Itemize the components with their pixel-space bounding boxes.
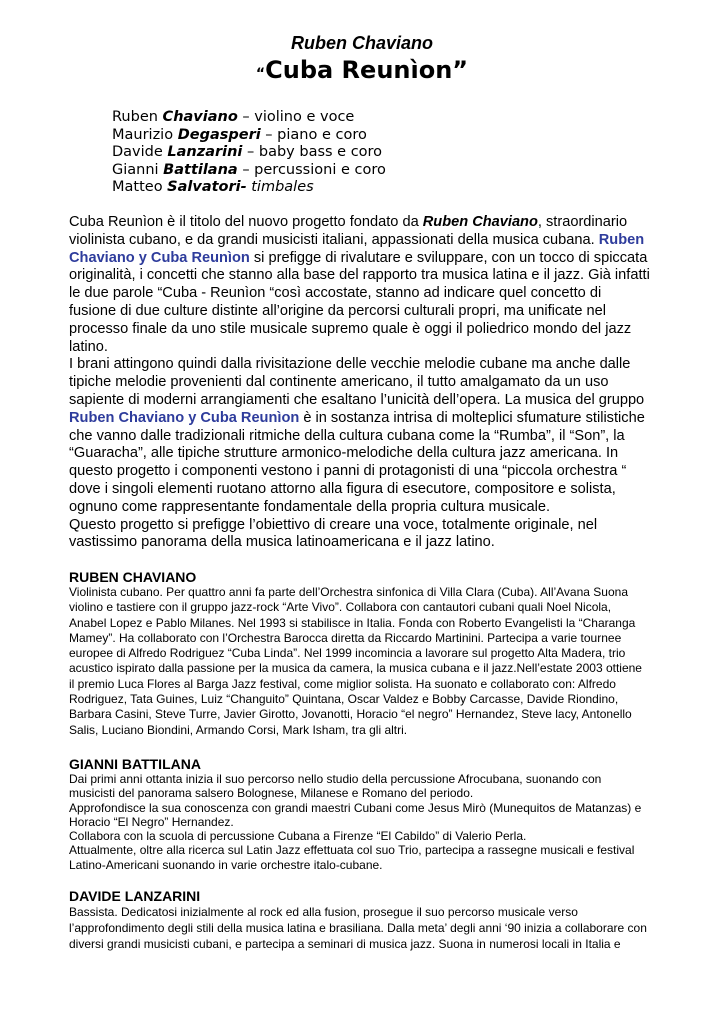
bio-line: Bassista. Dedicatosi inizialmente al rock ed alla fusion, prosegue il suo percorso musicale verso: [69, 905, 578, 919]
bio-heading: GIANNI BATTILANA: [69, 756, 201, 772]
text-segment: “Guaracha”, alle tipiche strutture armonico-melodiche della cultura jazz americana. In: [69, 445, 619, 462]
text-segment: sapiente di moderni arrangiamenti che esaltano l’unicità dell’opera. La musica del gruppo: [69, 391, 645, 408]
bio-gianni-battilana: [69, 756, 669, 872]
text-segment: Lanzarini: [167, 144, 243, 161]
bio-line: Approfondisce la sua conoscenza con grandi maestri Cubani come Jesus Mirò (Munequitos de Matanzas) e: [69, 800, 642, 815]
text-segment: latino.: [69, 338, 108, 355]
text-segment: Degasperi: [177, 126, 261, 143]
text-segment: – baby bass e coro: [242, 144, 383, 161]
intro-paragraph: [69, 214, 659, 552]
band-name-highlight: Chaviano y Cuba Reunìon: [69, 249, 250, 266]
document-title: Ruben Chaviano: [290, 33, 433, 53]
band-name-highlight: Ruben Chaviano y Cuba Reunìon: [69, 409, 300, 426]
bio-line: il premio Luca Flores al Barga Jazz festival, come miglior solista. Ha suonato e collaborato con: Alfredo: [69, 676, 616, 691]
text-segment: timbales: [251, 179, 314, 196]
text-line: [69, 356, 659, 374]
text-segment: Ruben Chaviano: [422, 214, 538, 230]
text-segment: Matteo: [112, 179, 168, 196]
bio-line: diversi grandi musicisti cubani, e partecipa a seminari di musica jazz. Suona in numerosi locali in Italia e: [69, 937, 621, 951]
bio-heading: RUBEN CHAVIANO: [69, 569, 197, 585]
text-line: [69, 267, 659, 285]
text-segment: Salvatori-: [167, 179, 247, 196]
text-line: [69, 339, 659, 357]
text-line: [69, 445, 659, 463]
bio-davide-lanzarini: [69, 888, 669, 952]
text-segment: Maurizio: [112, 126, 178, 143]
bio-line: Rodriguez, Tata Guines, Luiz “Changuito” Quintana, Oscar Valdez e Bobby Carcasse, Davide Riondino,: [69, 692, 619, 707]
text-line: [69, 232, 659, 250]
text-line: [69, 517, 659, 535]
text-segment: Cuba Reunìon è il titolo del nuovo progetto fondato da: [69, 214, 423, 230]
text-line: [69, 499, 659, 517]
text-segment: si prefigge di rivalutare e sviluppare, con un tocco di spiccata: [249, 249, 648, 266]
text-segment: – violino e voce: [237, 109, 355, 125]
text-line: [69, 374, 659, 392]
bio-line: Dai primi anni ottanta inizia il suo percorso nello studio della percussione Afrocubana, suonando con: [69, 772, 602, 786]
text-segment: Davide: [112, 144, 168, 161]
text-line: [69, 481, 659, 499]
text-segment: fusione di due culture distinte all’origine da percorsi culturali propri, ma unificate nel: [69, 302, 607, 319]
text-segment: Chaviano: [162, 109, 238, 125]
document-subtitle: [0, 56, 724, 84]
text-segment: vastissimo panorama della musica latinoamericana e il jazz latino.: [69, 534, 495, 551]
text-segment: che vanno dalle tradizionali ritmiche della cultura cubana come la “Rumba”, il “Son”, la: [69, 427, 625, 444]
bio-line: europee di Alfredo Rodriguez “Cuba Linda”. Nel 1999 incomincia a lavorare sul progetto Alta Madera, trio: [69, 646, 626, 661]
bio-text: [69, 772, 669, 872]
text-segment: questo progetto i componenti vestono i panni di protagonisti di una “piccola orchestra “: [69, 463, 627, 480]
bio-line: Violinista cubano. Per quattro anni fa parte dell’Orchestra sinfonica di Villa Clara (Cuba). All’Avana Suona: [69, 585, 628, 599]
member-line: [112, 179, 386, 197]
bio-text: [69, 904, 669, 952]
bio-line: Horacio “El Negro” Hernandez.: [69, 814, 234, 829]
text-segment: I brani attingono quindi dalla rivisitazione delle vecchie melodie cubane ma anche dalle: [69, 356, 631, 373]
text-segment: le due parole “Cuba - Reunìon “così accostate, stanno ad indicare quel concetto di: [69, 285, 602, 302]
bio-line: Salis, Luciano Biondini, Armando Corsi, Mark Isham, tra gli altri.: [69, 722, 408, 737]
text-line: [69, 534, 659, 552]
bio-line: Barbara Casini, Steve Turre, Javier Girotto, Jovanotti, Horacio “el negro” Hernandez, Steve lacy, Antonello: [69, 707, 632, 722]
bio-line: musicisti del panorama salsero Bolognese, Milanese e Romano del periodo.: [69, 786, 474, 801]
bio-text: [69, 585, 669, 738]
band-members-list: [112, 109, 386, 197]
text-segment: – percussioni e coro: [237, 161, 386, 178]
text-line: [69, 410, 659, 428]
text-segment: dove i singoli elementi ruotano attorno alla figura di esecutore, compositore e solista,: [69, 480, 616, 497]
member-line: [112, 127, 386, 145]
open-quote: “: [255, 66, 266, 82]
bio-line: Anabel Lopez e Pablo Milanes. Nel 1993 si stabilisce in Italia. Fonda con Roberto Evangelisti la “Charanga: [69, 615, 636, 630]
bio-line: violino e tastiere con il gruppo jazz-rock “Arte Vivo”. Collabora con cantautori cubani quali Noel Nicola,: [69, 600, 612, 615]
text-segment: violinista cubano, e da grandi musicisti italiani, appassionati della musica cubana.: [69, 231, 599, 248]
text-line: [69, 285, 659, 303]
bio-heading: DAVIDE LANZARINI: [69, 888, 201, 904]
text-segment: Questo progetto si prefigge l’obiettivo di creare una voce, totalmente originale, nel: [69, 516, 598, 533]
text-segment: Gianni: [112, 161, 164, 178]
member-line: [112, 144, 386, 162]
text-segment: è in sostanza intrisa di molteplici sfumature stilistiche: [299, 409, 645, 426]
bio-line: Latino-Americani suonando in varie orchestre italo-cubane.: [69, 857, 383, 872]
bio-line: Attualmente, oltre alla ricerca sul Latin Jazz effettuata col suo Trio, partecipa a rassegne musicali e festival: [69, 843, 635, 858]
text-segment: ognuno come rappresentante fondamentale della propria cultura musicale.: [69, 498, 551, 515]
text-segment: – piano e coro: [260, 126, 367, 143]
member-line: [112, 162, 386, 180]
text-line: [69, 428, 659, 446]
text-segment: tipiche melodie provenienti dal continente americano, il tutto amalgamato da un uso: [69, 374, 609, 391]
band-name-highlight: Ruben: [598, 231, 645, 248]
text-line: [69, 392, 659, 410]
text-line: [69, 463, 659, 481]
bio-line: Collabora con la scuola di percussione Cubana a Firenze “El Cabildo” di Valerio Perla.: [69, 829, 527, 844]
text-line: [69, 321, 659, 339]
text-segment: Ruben: [112, 109, 163, 125]
bio-ruben-chaviano: [69, 569, 669, 738]
bio-line: Mamey”. Ha collaborato con l’Orchestra Barocca diretta da Riccardo Martinini. Partecipa a varie tournee: [69, 630, 622, 645]
text-segment: originalità, i concetti che stanno alla base del rapporto tra musica latina e il jazz. Già infatti: [69, 267, 650, 284]
text-segment: Battilana: [163, 161, 238, 178]
text-line: [69, 250, 659, 268]
text-segment: , straordinario: [537, 214, 628, 230]
bio-line: l’approfondimento degli stili della musica latina e brasiliana. Dalla meta’ degli anni ‘90 inizia a collaborare con: [69, 921, 647, 935]
subtitle-text: Cuba Reunìon”: [265, 56, 469, 84]
text-line: [69, 214, 659, 232]
bio-line: acustico ispirato dalla passione per la musica da camera, la musica cubana e il jazz.Nell’estate 2003 ottiene: [69, 661, 642, 676]
member-line: [112, 109, 386, 127]
text-line: [69, 303, 659, 321]
text-segment: processo finale da uno stile musicale supremo quale è oggi il poliedrico mondo del jazz: [69, 320, 632, 337]
